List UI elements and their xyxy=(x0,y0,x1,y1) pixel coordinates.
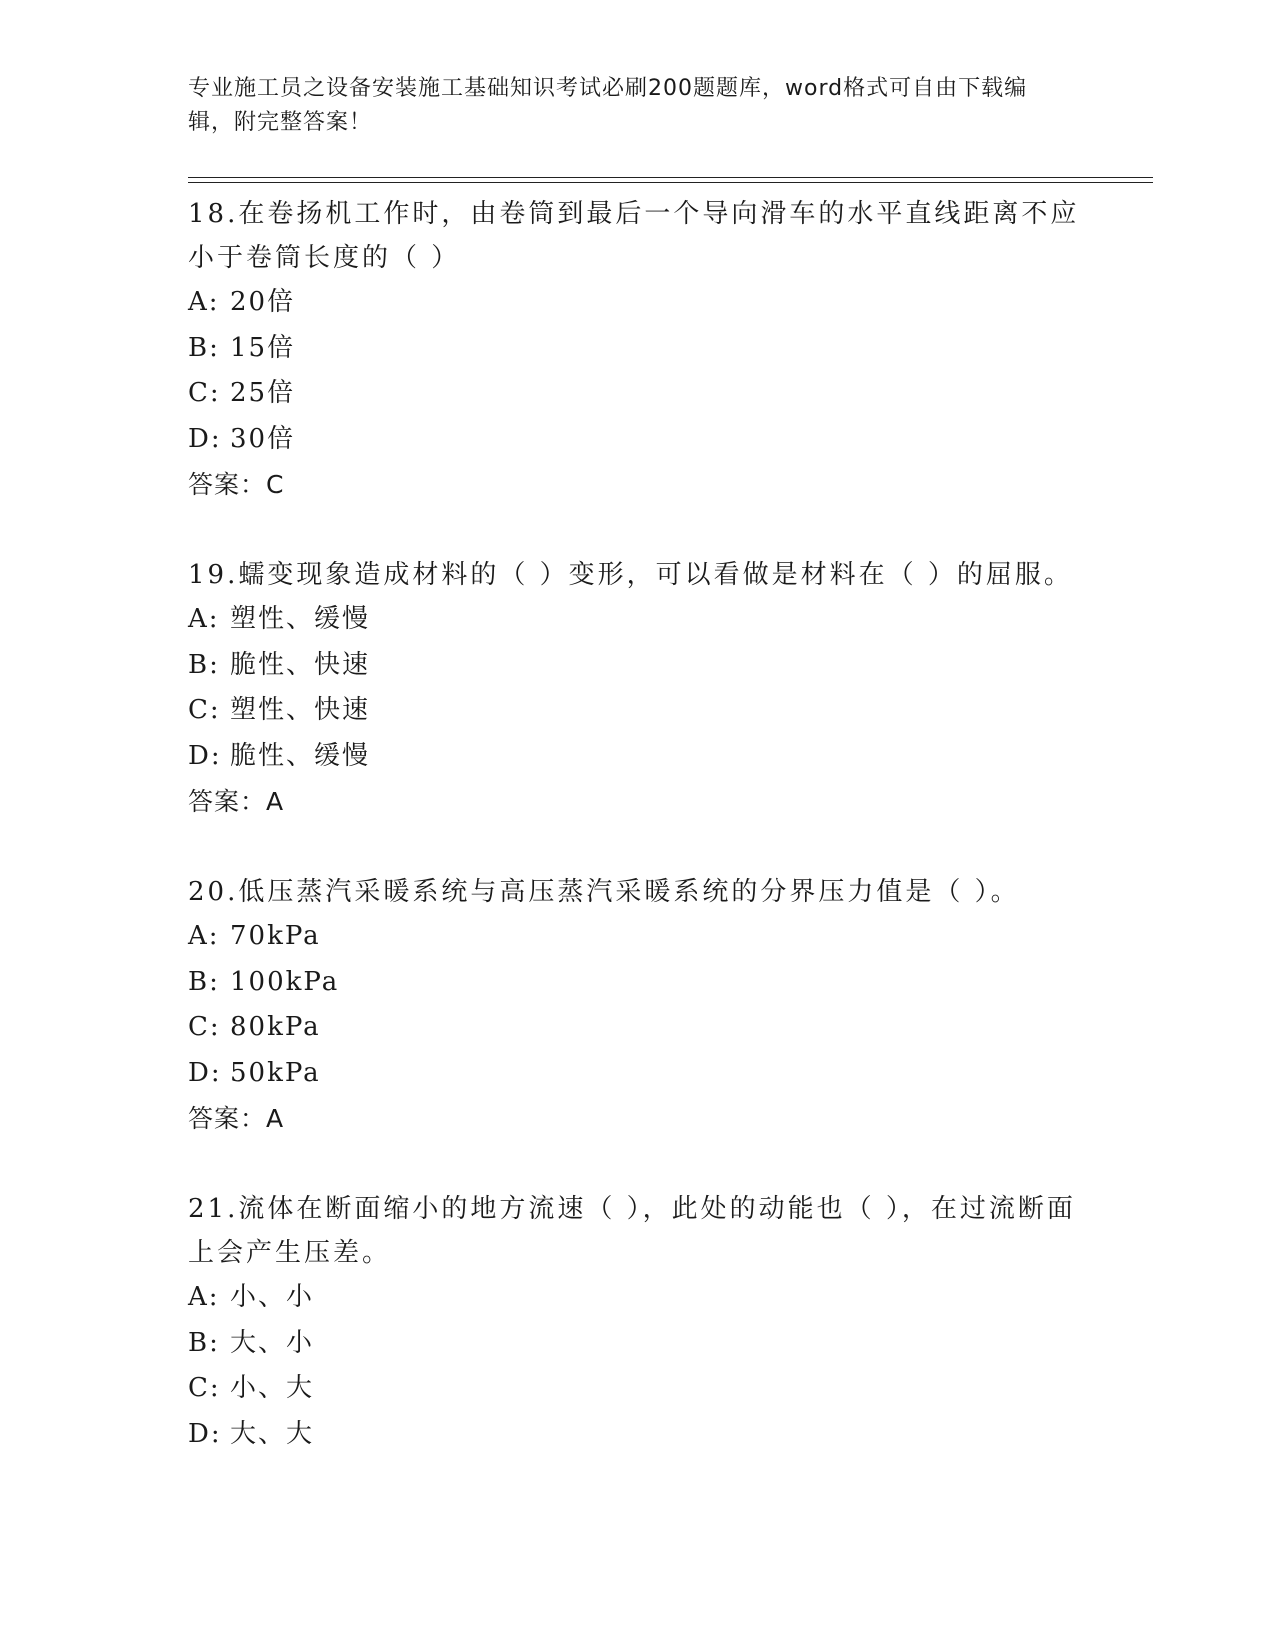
option-text: 50kPa xyxy=(230,1057,321,1088)
option-letter: C: xyxy=(188,1373,221,1403)
option-c xyxy=(188,1366,1088,1412)
option-c xyxy=(188,1005,1088,1051)
option-text: 脆性、缓慢 xyxy=(230,740,371,771)
option-d xyxy=(188,1051,1088,1097)
answer-line: 答案：A xyxy=(188,1104,285,1133)
question-20 xyxy=(188,868,1088,1141)
option-d xyxy=(188,417,1088,463)
option-text: 塑性、快速 xyxy=(230,695,371,725)
question-19 xyxy=(188,551,1088,824)
question-text: 19.蠕变现象造成材料的（ ）变形，可以看做是材料在（ ）的屈服。 xyxy=(188,560,1073,590)
option-letter: C: xyxy=(188,378,221,408)
question-spacer xyxy=(188,824,1088,868)
option-letter: B: xyxy=(188,332,220,363)
option-text: 100kPa xyxy=(230,966,340,997)
option-a xyxy=(188,914,1088,960)
option-text: 大、小 xyxy=(230,1327,315,1358)
option-letter: C: xyxy=(188,695,221,725)
header-divider-bottom xyxy=(188,182,1153,183)
answer-line: 答案：C xyxy=(188,470,285,499)
option-text: 30倍 xyxy=(230,423,296,454)
question-list xyxy=(188,190,1088,1457)
option-c xyxy=(188,688,1088,734)
header-divider-top xyxy=(188,177,1153,178)
option-letter: B: xyxy=(188,966,220,997)
option-letter: A: xyxy=(188,1282,220,1312)
option-c xyxy=(188,371,1088,417)
question-18 xyxy=(188,190,1088,507)
option-letter: B: xyxy=(188,1327,220,1358)
option-text: 15倍 xyxy=(230,332,296,363)
option-letter: C: xyxy=(188,1012,221,1042)
option-d xyxy=(188,1412,1088,1458)
option-text: 25倍 xyxy=(230,378,296,408)
option-letter: B: xyxy=(188,649,220,680)
answer-line: 答案：A xyxy=(188,787,285,816)
option-a xyxy=(188,1275,1088,1321)
option-text: 脆性、快速 xyxy=(230,649,371,680)
option-letter: A: xyxy=(188,921,220,951)
option-a xyxy=(188,597,1088,643)
document-header: 专业施工员之设备安装施工基础知识考试必刷200题题库，word格式可自由下载编辑，附完整答案！ xyxy=(188,76,1028,135)
option-letter: D: xyxy=(188,423,222,454)
option-text: 80kPa xyxy=(230,1012,321,1042)
option-text: 大、大 xyxy=(230,1418,315,1449)
question-text: 20.低压蒸汽采暖系统与高压蒸汽采暖系统的分界压力值是（ ）。 xyxy=(188,877,1020,907)
option-a xyxy=(188,280,1088,326)
option-b xyxy=(188,960,1088,1006)
option-letter: D: xyxy=(188,1057,222,1088)
option-d xyxy=(188,734,1088,780)
option-text: 70kPa xyxy=(230,921,321,951)
option-b xyxy=(188,326,1088,372)
option-text: 小、小 xyxy=(230,1282,315,1312)
option-text: 小、大 xyxy=(230,1373,315,1403)
question-spacer xyxy=(188,1141,1088,1185)
question-text: 21.流体在断面缩小的地方流速（ ），此处的动能也（ ），在过流断面上会产生压差。 xyxy=(188,1194,1076,1268)
question-text: 18.在卷扬机工作时，由卷筒到最后一个导向滑车的水平直线距离不应小于卷筒长度的（ ） xyxy=(188,199,1080,273)
option-b xyxy=(188,1321,1088,1367)
option-text: 塑性、缓慢 xyxy=(230,604,371,634)
option-letter: D: xyxy=(188,740,222,771)
question-21 xyxy=(188,1185,1088,1457)
option-letter: A: xyxy=(188,604,220,634)
option-b xyxy=(188,643,1088,689)
option-letter: A: xyxy=(188,287,220,317)
option-letter: D: xyxy=(188,1418,222,1449)
option-text: 20倍 xyxy=(230,287,296,317)
question-spacer xyxy=(188,507,1088,551)
